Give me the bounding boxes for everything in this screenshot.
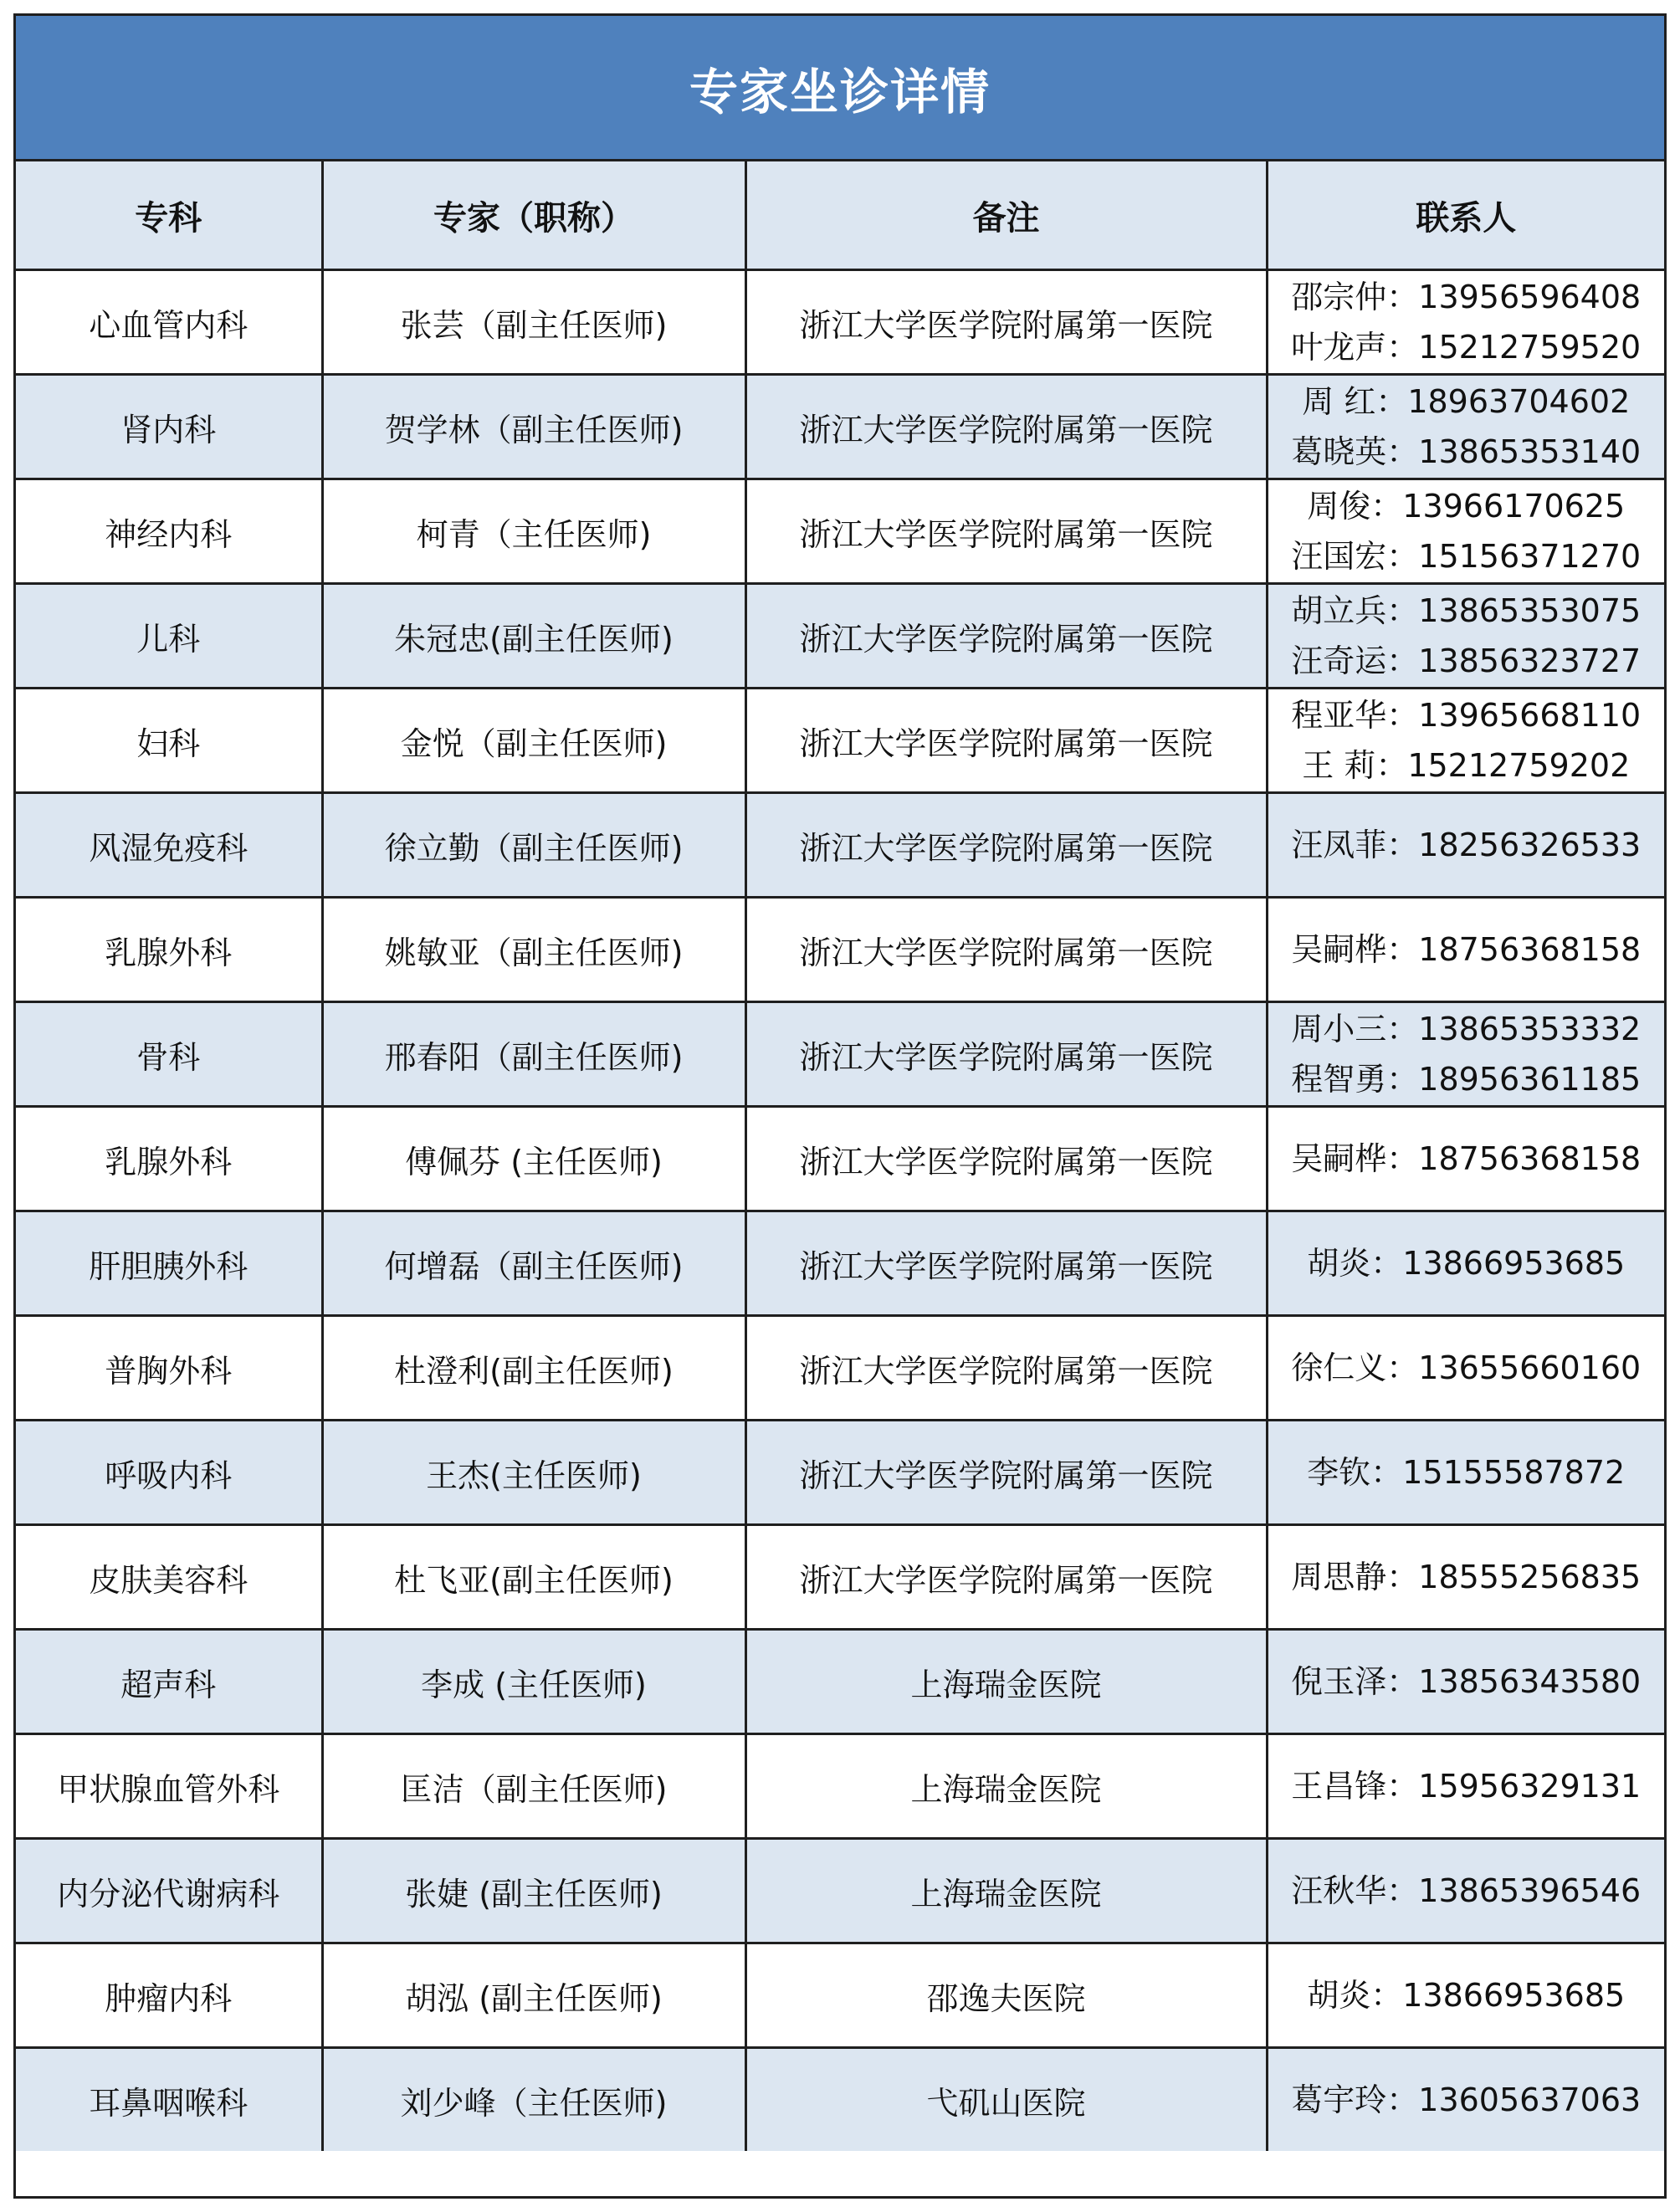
table-body [16,270,1664,2152]
contact-cell [1267,2048,1664,2152]
note-cell: 浙江大学医学院附属第一医院 [745,1211,1267,1316]
note-cell: 浙江大学医学院附属第一医院 [745,479,1267,584]
expert-cell: 杜飞亚(副主任医师) [322,1525,745,1630]
contact-cell [1267,793,1664,898]
contact-line: 汪凤菲：18256326533 [1291,827,1642,863]
dept-cell: 心血管内科 [16,270,322,375]
dept-cell: 儿科 [16,584,322,689]
expert-cell: 张芸（副主任医师) [322,270,745,375]
expert-cell: 李成 (主任医师) [322,1630,745,1734]
dept-cell: 肿瘤内科 [16,1943,322,2048]
header-note: 备注 [745,161,1267,270]
contact-line: 李钦：15155587872 [1307,1454,1626,1491]
note-cell: 浙江大学医学院附属第一医院 [745,898,1267,1002]
table-row [16,270,1664,375]
contact-line: 葛晓英：13865353140 [1291,433,1642,470]
contact-line: 吴嗣桦：18756368158 [1291,1140,1642,1177]
table-row [16,1316,1664,1421]
contact-line: 葛宇玲：13605637063 [1291,2081,1642,2118]
header-contact: 联系人 [1267,161,1664,270]
note-cell: 上海瑞金医院 [745,1630,1267,1734]
expert-cell: 王杰(主任医师) [322,1421,745,1525]
contact-cell [1267,1630,1664,1734]
contact-line: 周思静：18555256835 [1291,1559,1642,1595]
contact-line: 邵宗仲：13956596408 [1291,279,1642,315]
contact-line: 王 莉：15212759202 [1302,747,1631,784]
note-cell: 浙江大学医学院附属第一医院 [745,375,1267,479]
table-row [16,898,1664,1002]
expert-cell: 胡泓 (副主任医师) [322,1943,745,2048]
table-row [16,793,1664,898]
contact-line: 倪玉泽：13856343580 [1291,1663,1642,1700]
table-row [16,479,1664,584]
expert-cell: 邢春阳（副主任医师) [322,1002,745,1107]
contact-line: 程亚华：13965668110 [1291,697,1642,734]
schedule-sheet [13,13,1667,2199]
expert-cell: 金悦（副主任医师) [322,689,745,793]
expert-cell: 杜澄利(副主任医师) [322,1316,745,1421]
header-dept: 专科 [16,161,322,270]
dept-cell: 骨科 [16,1002,322,1107]
note-cell: 浙江大学医学院附属第一医院 [745,689,1267,793]
contact-cell [1267,1316,1664,1421]
dept-cell: 肝胆胰外科 [16,1211,322,1316]
contact-cell [1267,1525,1664,1630]
contact-line: 汪奇运：13856323727 [1291,643,1642,679]
expert-cell: 柯青（主任医师) [322,479,745,584]
table-row [16,1943,1664,2048]
note-cell: 弋矶山医院 [745,2048,1267,2152]
contact-line: 程智勇：18956361185 [1291,1061,1642,1098]
contact-line: 周 红：18963704602 [1302,383,1631,420]
table-row [16,1630,1664,1734]
contact-cell [1267,689,1664,793]
contact-line: 周俊：13966170625 [1307,488,1626,525]
dept-cell: 超声科 [16,1630,322,1734]
contact-cell [1267,1002,1664,1107]
expert-cell: 朱冠忠(副主任医师) [322,584,745,689]
table-row [16,375,1664,479]
note-cell: 邵逸夫医院 [745,1943,1267,2048]
expert-cell: 匡洁（副主任医师) [322,1734,745,1839]
contact-cell [1267,1839,1664,1943]
contact-line: 王昌锋：15956329131 [1291,1768,1642,1805]
table-row [16,1107,1664,1211]
page-title: 专家坐诊详情 [689,63,991,120]
dept-cell: 风湿免疫科 [16,793,322,898]
expert-cell: 贺学林（副主任医师) [322,375,745,479]
contact-line: 徐仁义：13655660160 [1291,1349,1642,1386]
expert-cell: 刘少峰（主任医师) [322,2048,745,2152]
note-cell: 浙江大学医学院附属第一医院 [745,1002,1267,1107]
expert-cell: 徐立勤（副主任医师) [322,793,745,898]
dept-cell: 神经内科 [16,479,322,584]
dept-cell: 耳鼻咽喉科 [16,2048,322,2152]
contact-line: 汪国宏：15156371270 [1291,538,1642,575]
dept-cell: 乳腺外科 [16,1107,322,1211]
table-row [16,1525,1664,1630]
note-cell: 上海瑞金医院 [745,1839,1267,1943]
contact-cell [1267,270,1664,375]
expert-table [16,161,1664,2151]
dept-cell: 妇科 [16,689,322,793]
contact-line: 汪秋华：13865396546 [1291,1872,1642,1909]
dept-cell: 呼吸内科 [16,1421,322,1525]
table-row [16,584,1664,689]
title-banner [16,16,1664,161]
expert-cell: 傅佩芬 (主任医师) [322,1107,745,1211]
dept-cell: 甲状腺血管外科 [16,1734,322,1839]
contact-line: 胡炎：13866953685 [1307,1977,1626,2014]
dept-cell: 内分泌代谢病科 [16,1839,322,1943]
dept-cell: 皮肤美容科 [16,1525,322,1630]
expert-cell: 张婕 (副主任医师) [322,1839,745,1943]
expert-cell: 姚敏亚（副主任医师) [322,898,745,1002]
contact-line: 吴嗣桦：18756368158 [1291,931,1642,968]
contact-cell [1267,1211,1664,1316]
table-row [16,2048,1664,2152]
dept-cell: 乳腺外科 [16,898,322,1002]
note-cell: 浙江大学医学院附属第一医院 [745,270,1267,375]
contact-line: 胡立兵：13865353075 [1291,592,1642,629]
note-cell: 浙江大学医学院附属第一医院 [745,1525,1267,1630]
table-row [16,1211,1664,1316]
contact-line: 周小三：13865353332 [1291,1011,1642,1047]
note-cell: 浙江大学医学院附属第一医院 [745,793,1267,898]
contact-cell [1267,375,1664,479]
header-row [16,161,1664,270]
dept-cell: 肾内科 [16,375,322,479]
note-cell: 浙江大学医学院附属第一医院 [745,1107,1267,1211]
contact-cell [1267,1107,1664,1211]
note-cell: 浙江大学医学院附属第一医院 [745,1316,1267,1421]
table-row [16,1421,1664,1525]
contact-cell [1267,584,1664,689]
note-cell: 浙江大学医学院附属第一医院 [745,1421,1267,1525]
contact-cell [1267,1421,1664,1525]
contact-cell [1267,1734,1664,1839]
contact-line: 胡炎：13866953685 [1307,1245,1626,1282]
expert-cell: 何增磊（副主任医师) [322,1211,745,1316]
note-cell: 浙江大学医学院附属第一医院 [745,584,1267,689]
dept-cell: 普胸外科 [16,1316,322,1421]
table-row [16,1002,1664,1107]
contact-line: 叶龙声：15212759520 [1291,329,1642,366]
table-row [16,1839,1664,1943]
header-expert: 专家（职称） [322,161,745,270]
contact-cell [1267,898,1664,1002]
contact-cell [1267,479,1664,584]
contact-cell [1267,1943,1664,2048]
table-row [16,1734,1664,1839]
note-cell: 上海瑞金医院 [745,1734,1267,1839]
table-row [16,689,1664,793]
